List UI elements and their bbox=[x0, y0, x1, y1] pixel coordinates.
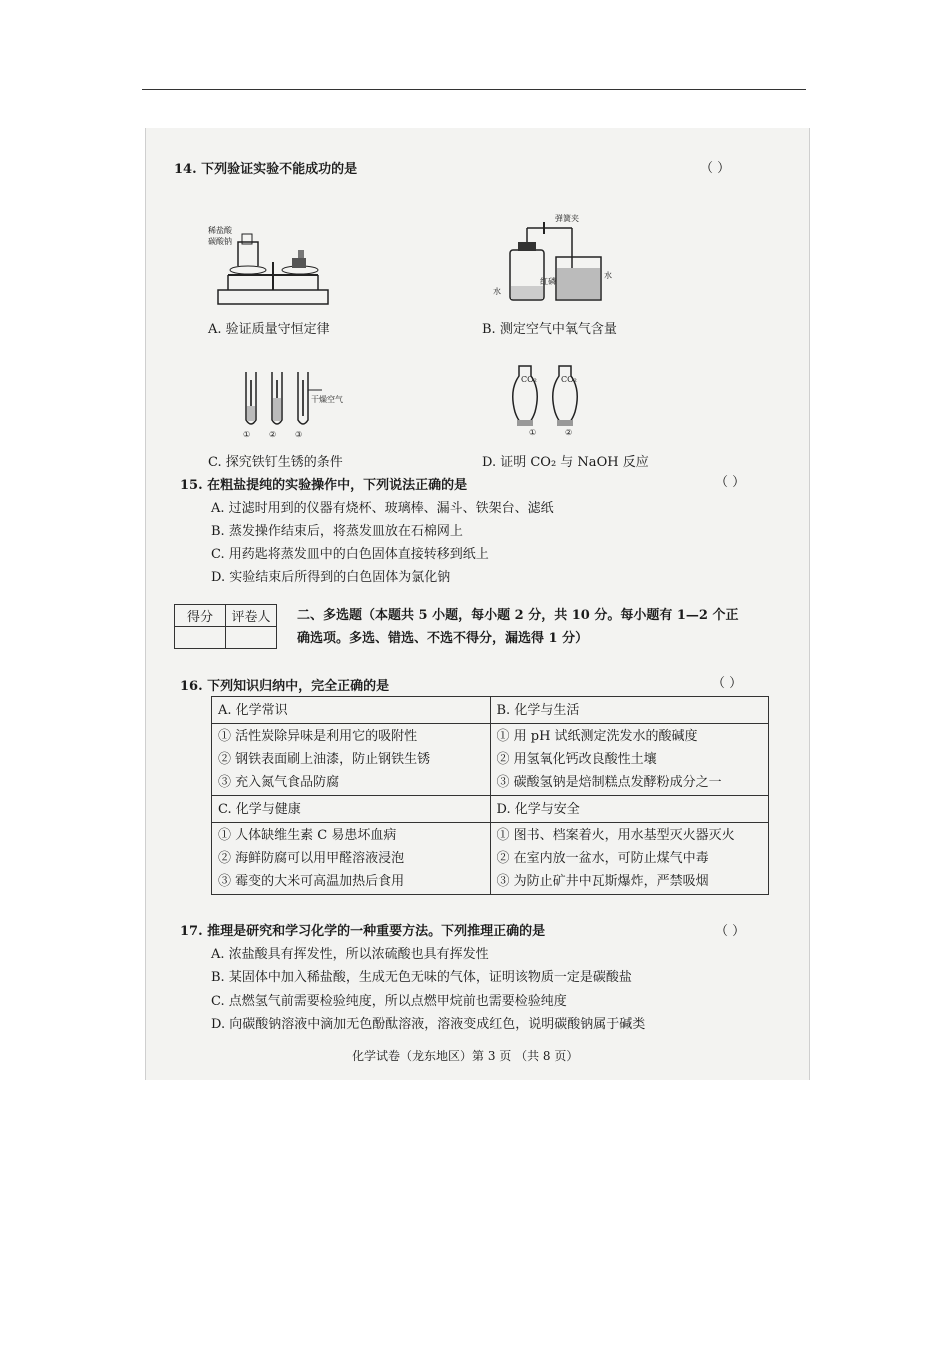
fig-a-label-acid: 稀盐酸 bbox=[208, 226, 232, 235]
cell-b-heading: B. 化学与生活 bbox=[496, 703, 580, 718]
q17-answer-paren: （ ） bbox=[715, 924, 746, 939]
cell-a-item-2: ② 钢铁表面刷上油漆，防止钢铁生锈 bbox=[218, 752, 431, 767]
q16-answer-paren: （ ） bbox=[712, 676, 743, 691]
fig-d-label-co2-b: CO₂ bbox=[561, 375, 577, 384]
cell-d-item-2: ② 在室内放一盆水，可防止煤气中毒 bbox=[496, 851, 709, 866]
fig-d-num-2: ② bbox=[565, 428, 573, 437]
cell-b-item-2: ② 用氢氧化钙改良酸性土壤 bbox=[496, 752, 657, 767]
fig-a-label-carbonate: 碳酸钠 bbox=[208, 237, 232, 246]
knowledge-cell-c bbox=[212, 796, 491, 895]
co2-bottles-figure bbox=[505, 362, 595, 437]
score-cell bbox=[175, 627, 226, 649]
fig-b-label-phosphorus: 红磷 bbox=[540, 277, 556, 286]
q15-option-b: B. 蒸发操作结束后，将蒸发皿放在石棉网上 bbox=[211, 524, 463, 539]
q17-option-a: A. 浓盐酸具有挥发性，所以浓硫酸也具有挥发性 bbox=[211, 947, 489, 962]
q17-option-b: B. 某固体中加入稀盐酸，生成无色无味的气体，证明该物质一定是碳酸盐 bbox=[211, 970, 632, 985]
grader-cell bbox=[226, 627, 277, 649]
q14-option-c: C. 探究铁钉生锈的条件 bbox=[208, 455, 343, 470]
q16-stem: 16. 下列知识归纳中，完全正确的是 bbox=[180, 679, 390, 694]
cell-c-item-1: ① 人体缺维生素 C 易患坏血病 bbox=[218, 828, 397, 843]
oxygen-apparatus-figure bbox=[492, 212, 612, 307]
q17-option-c: C. 点燃氢气前需要检验纯度，所以点燃甲烷前也需要检验纯度 bbox=[211, 994, 567, 1009]
q14-answer-paren: （ ） bbox=[700, 161, 731, 176]
cell-d-item-3: ③ 为防止矿井中瓦斯爆炸，严禁吸烟 bbox=[496, 874, 709, 889]
q14-option-a: A. 验证质量守恒定律 bbox=[208, 322, 330, 337]
top-rule bbox=[142, 89, 806, 90]
cell-c-item-3: ③ 霉变的大米可高温加热后食用 bbox=[218, 874, 405, 889]
cell-b-item-3: ③ 碳酸氢钠是焙制糕点发酵粉成分之一 bbox=[496, 775, 722, 790]
fig-c-num-2: ② bbox=[269, 430, 277, 439]
knowledge-table bbox=[211, 696, 769, 895]
cell-d-heading: D. 化学与安全 bbox=[496, 802, 580, 817]
fig-b-label-water1: 水 bbox=[493, 287, 501, 296]
fig-c-num-3: ③ bbox=[295, 430, 303, 439]
section2-instructions-line2: 确选项。多选、错选、不选不得分，漏选得 1 分） bbox=[297, 631, 589, 646]
score-box bbox=[174, 604, 277, 649]
q15-option-a: A. 过滤时用到的仪器有烧杯、玻璃棒、漏斗、铁架台、滤纸 bbox=[211, 501, 554, 516]
q14-option-d: D. 证明 CO₂ 与 NaOH 反应 bbox=[482, 455, 649, 470]
fig-b-label-water2: 水 bbox=[604, 271, 612, 280]
cell-a-item-3: ③ 充入氮气食品防腐 bbox=[218, 775, 340, 790]
cell-a-heading: A. 化学常识 bbox=[218, 703, 288, 718]
score-label: 得分 bbox=[175, 605, 226, 627]
page-footer: 化学试卷（龙东地区）第 3 页 （共 8 页） bbox=[352, 1049, 579, 1063]
cell-c-item-2: ② 海鲜防腐可以用甲醛溶液浸泡 bbox=[218, 851, 405, 866]
cell-b-item-1: ① 用 pH 试纸测定洗发水的酸碱度 bbox=[496, 729, 698, 744]
knowledge-cell-d bbox=[490, 796, 769, 895]
q17-stem: 17. 推理是研究和学习化学的一种重要方法。下列推理正确的是 bbox=[180, 924, 546, 939]
fig-c-num-1: ① bbox=[243, 430, 251, 439]
q15-stem: 15. 在粗盐提纯的实验操作中，下列说法正确的是 bbox=[180, 478, 468, 493]
q14-option-b: B. 测定空气中氧气含量 bbox=[482, 322, 617, 337]
cell-c-heading: C. 化学与健康 bbox=[218, 802, 301, 817]
fig-c-label-air: 干燥空气 bbox=[311, 395, 343, 404]
q14-stem: 14. 下列验证实验不能成功的是 bbox=[174, 162, 358, 177]
fig-d-label-co2-a: CO₂ bbox=[521, 375, 537, 384]
knowledge-cell-a bbox=[212, 697, 491, 796]
q15-option-c: C. 用药匙将蒸发皿中的白色固体直接转移到纸上 bbox=[211, 547, 489, 562]
section2-instructions-line1: 二、多选题（本题共 5 小题，每小题 2 分，共 10 分。每小题有 1—2 个正 bbox=[297, 608, 739, 623]
fig-b-label-clip: 弹簧夹 bbox=[555, 214, 579, 223]
cell-d-item-1: ① 图书、档案着火，用水基型灭火器灭火 bbox=[496, 828, 735, 843]
q15-answer-paren: （ ） bbox=[715, 475, 746, 490]
q17-option-d: D. 向碳酸钠溶液中滴加无色酚酞溶液，溶液变成红色，说明碳酸钠属于碱类 bbox=[211, 1017, 646, 1032]
q15-option-d: D. 实验结束后所得到的白色固体为氯化钠 bbox=[211, 570, 451, 585]
fig-d-num-1: ① bbox=[529, 428, 537, 437]
knowledge-cell-b bbox=[490, 697, 769, 796]
grader-label: 评卷人 bbox=[226, 605, 277, 627]
cell-a-item-1: ① 活性炭除异味是利用它的吸附性 bbox=[218, 729, 418, 744]
